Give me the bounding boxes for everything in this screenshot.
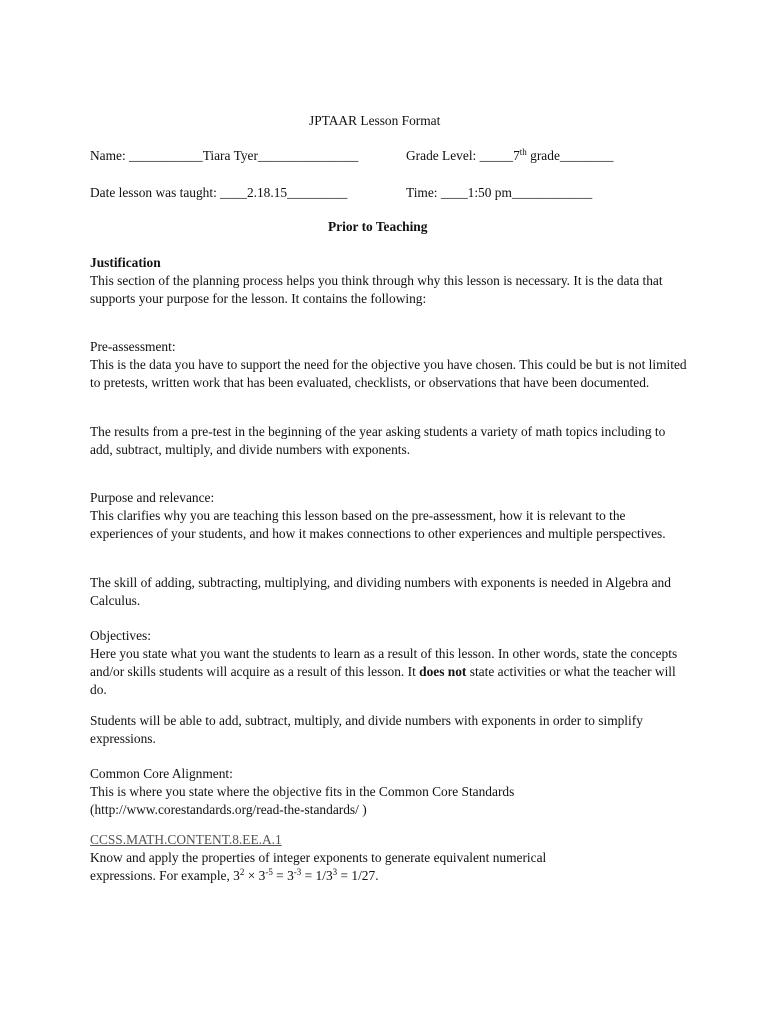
common-core-section [90,765,690,819]
justification-section [90,254,690,308]
common-core-description-line1: This is where you state where the objective fits in the Common Core Standards [90,784,515,799]
purpose-description: This clarifies why you are teaching this lesson based on the pre-assessment, how it is relevant to the experiences of your students, and how it makes connections to other experiences and multiple perspectives. [90,508,666,541]
purpose-response: The skill of adding, subtracting, multiplying, and dividing numbers with exponents is needed in Algebra and Calculus. [90,575,671,608]
document-title: JPTAAR Lesson Format [309,113,441,128]
standard-section [90,831,690,885]
pre-assessment-label: Pre-assessment: [90,339,176,354]
date-taught-field: Date lesson was taught: ____2.18.15_________ [90,185,348,200]
justification-text: This section of the planning process helps you think through why this lesson is necessary. It is the data that supports your purpose for the lesson. It contains the following: [90,273,663,306]
objectives-description: Here you state what you want the students to learn as a result of this lesson. In other words, state the concepts and/or skills students will acquire as a result of this lesson. It does not state activities or what the teacher will do. [90,646,678,697]
objectives-label: Objectives: [90,628,151,643]
standard-example: expressions. For example, $3^2 \times 3^{-5} = 3^{-3} = 1/3^3 = 1/27$. [90,867,379,883]
common-core-description-line2: (http://www.corestandards.org/read-the-standards/ ) [90,802,367,817]
name-field: Name: ___________Tiara Tyer_______________ [90,148,359,163]
objectives-response: Students will be able to add, subtract, multiply, and divide numbers with exponents in order to simplify expressions. [90,713,643,746]
standard-code-link[interactable]: CCSS.MATH.CONTENT.8.EE.A.1 [90,832,282,847]
section-heading: Prior to Teaching [328,219,428,234]
common-core-label: Common Core Alignment: [90,766,233,781]
time-field: Time: ____1:50 pm____________ [406,185,593,200]
standard-text-line1: Know and apply the properties of integer exponents to generate equivalent numerical [90,850,547,865]
pre-assessment-section [90,338,690,392]
pre-assessment-description: This is the data you have to support the need for the objective you have chosen. This could be but is not limited to pretests, written work that has been evaluated, checklists, or observations that have been documented. [90,357,687,390]
justification-heading: Justification [90,255,161,270]
purpose-label: Purpose and relevance: [90,490,215,505]
grade-level-field: Grade Level: _____7th grade________ [406,147,614,163]
pre-assessment-response: The results from a pre-test in the beginning of the year asking students a variety of math topics including to add, subtract, multiply, and divide numbers with exponents. [90,424,666,457]
purpose-section [90,489,690,543]
objectives-section [90,627,690,699]
